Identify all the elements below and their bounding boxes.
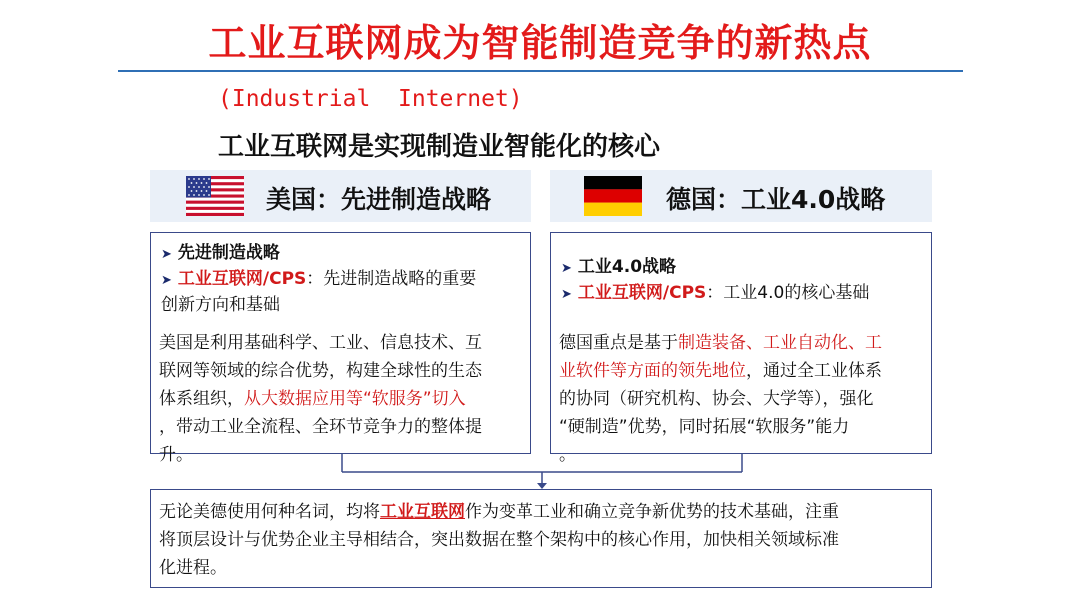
arrowhead-bullet-icon: ➤ [161,273,172,288]
conclusion-text: 无论美德使用何种名词，均将工业互联网作为变革工业和确立竞争新优势的技术基础，注重 将顶层设计与优势企业主导相结合，突出数据在整个架构中的核心作用，加快相关领域标准 化进程。 [159,502,839,578]
germany-paragraph: 德国重点是基于制造装备、工业自动化、工 业软件等方面的领先地位，通过全工业体系 的协同（研究机构、协会、大学等），强化 “硬制造”优势，同时拓展“软服务”能力 。 [559,333,882,465]
germany-bullet-2: ➤ 工业互联网/CPS：工业4.0的核心基础 [561,283,870,303]
germany-flag-icon [584,176,642,216]
arrowhead-bullet-icon: ➤ [561,287,572,302]
usa-bullet-2-continued: 创新方向和基础 [161,295,280,315]
subtitle-english: (Industrial Internet) [218,86,523,112]
germany-bullet-1: ➤ 工业4.0战略 [561,257,677,277]
usa-header-band [150,170,531,222]
arrowhead-bullet-icon: ➤ [161,247,172,262]
page-title: 工业互联网成为智能制造竞争的新热点 [208,21,872,65]
usa-bullet-1: ➤ 先进制造战略 [161,243,280,263]
subtitle-chinese: 工业互联网是实现制造业智能化的核心 [218,132,661,162]
us-flag-icon [186,176,244,216]
germany-header-band [550,170,932,222]
arrowhead-bullet-icon: ➤ [561,261,572,276]
title-divider [118,70,963,72]
germany-panel [550,232,932,465]
usa-panel [150,232,531,465]
usa-heading: 美国：先进制造战略 [266,185,492,214]
conclusion-box [150,489,932,588]
germany-heading: 德国：工业4.0战略 [666,185,886,214]
usa-bullet-2: ➤ 工业互联网/CPS：先进制造战略的重要 [161,269,477,289]
usa-paragraph: 美国是利用基础科学、工业、信息技术、互 联网等领域的综合优势，构建全球性的生态 体系组织，从大数据应用等“软服务”切入 ，带动工业全流程、全环节竞争力的整体提 升。 [159,333,482,465]
